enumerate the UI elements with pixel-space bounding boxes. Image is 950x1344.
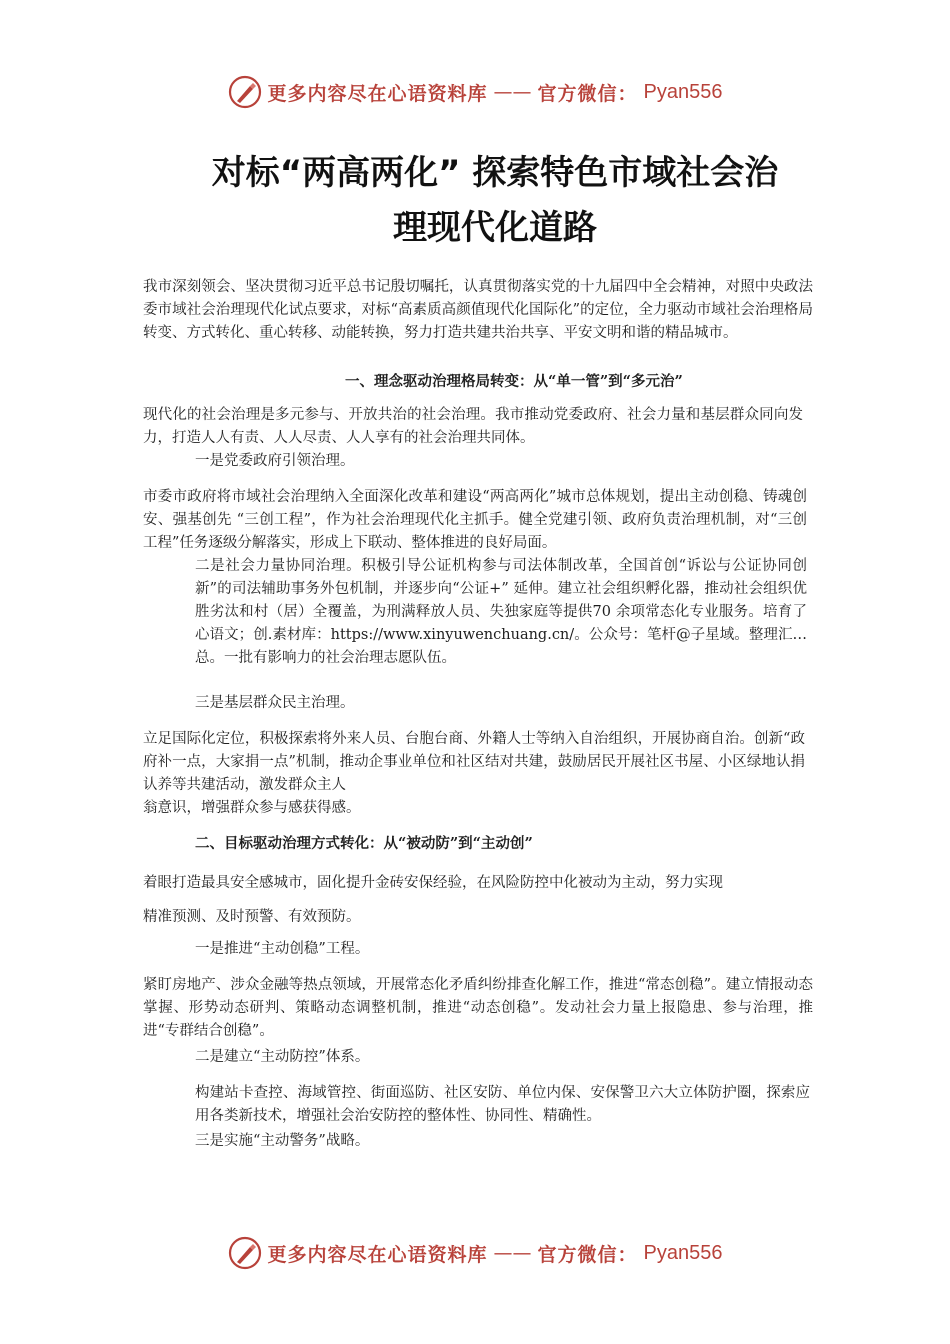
section-1-intro: 现代化的社会治理是多元参与、开放共治的社会治理。我市推动党委政府、社会力量和基层群众同向发力，打造人人有责、人人尽责、人人享有的社会治理共同体。 (143, 407, 803, 446)
banner-wechat-id: Pyan556 (643, 80, 723, 103)
banner-label: 官方微信： (537, 82, 638, 105)
banner-slogan: 更多内容尽在心语资料库 (267, 82, 488, 105)
section-1-item-1-title: 一是党委政府引领治理。 (195, 453, 355, 469)
section-1-item-1-body: 市委市政府将市域社会治理纳入全面深化改革和建设“两高两化”城市总体规划，提出主动创稳、铸魂创安、强基创先 “三创工程”，作为社会治理现代化主抓手。健全党建引领、政府负责治理机制，对“三创工程”任务逐级分解落实，形成上下联动、整体推进的良好局面。 (143, 489, 807, 551)
section-2-item-3-title: 三是实施“主动警务”战略。 (195, 1133, 370, 1149)
section-2-item-1-body: 紧盯房地产、涉众金融等热点领域，开展常态化矛盾纠纷排查化解工作，推进“常态创稳”。建立情报动态掌握、形势动态研判、策略动态调整机制，推进“动态创稳”。发动社会力量上报隐患、参与治理，推进“专群结合创稳”。 (143, 977, 813, 1039)
section-1-item-3-tail: 翁意识，增强群众参与感获得感。 (143, 800, 361, 816)
pen-logo-icon (228, 75, 262, 109)
section-1-item-3-title: 三是基层群众民主治理。 (195, 695, 355, 711)
section-2-intro-line-1: 着眼打造最具安全感城市，固化提升金砖安保经验，在风险防控中化被动为主动，努力实现 (143, 875, 723, 891)
section-2-item-2-body: 构建站卡查控、海域管控、街面巡防、社区安防、单位内保、安保警卫六大立体防护圈，探索应用各类新技术，增强社会治安防控的整体性、协同性、精确性。 (195, 1085, 810, 1124)
banner-slogan: 更多内容尽在心语资料库 (267, 1243, 488, 1266)
banner-wechat-id: Pyan556 (643, 1241, 723, 1264)
header-watermark-banner (0, 72, 950, 112)
section-2-intro-line-2: 精准预测、及时预警、有效预防。 (143, 909, 361, 925)
intro-paragraph: 我市深刻领会、坚决贯彻习近平总书记殷切嘱托，认真贯彻落实党的十九届四中全会精神，对照中央政法委市域社会治理现代化试点要求，对标“高素质高颜值现代化国际化”的定位，全力驱动市域社会治理格局转变、方式转化、重心转移、动能转换，努力打造共建共治共享、平安文明和谐的精品城市。 (143, 279, 813, 341)
pen-logo-icon (228, 1236, 262, 1270)
section-2-item-2-title: 二是建立“主动防控”体系。 (195, 1049, 370, 1065)
section-2-heading: 二、目标驱动治理方式转化：从“被动防”到“主动创” (195, 835, 533, 852)
document-title-line-2: 理现代化道路 (393, 208, 597, 248)
banner-separator: —— (493, 81, 532, 103)
section-2-item-1-title: 一是推进“主动创稳”工程。 (195, 941, 370, 957)
document-title-line-1: 对标“两高两化” 探索特色市域社会治 (211, 153, 779, 193)
banner-label: 官方微信： (537, 1243, 638, 1266)
section-1-item-2: 二是社会力量协同治理。积极引导公证机构参与司法体制改革，全国首创“诉讼与公证协同创新”的司法辅助事务外包机制，并逐步向“公证+” 延伸。建立社会组织孵化器，推动社会组织优胜劣汰和村（居）全覆盖，为刑满释放人员、失独家庭等提供70 余项常态化专业服务。培育了心语文；创.素材库：https://www.xinyuwenchuang.cn/。公众号：笔杆@子星域。整理汇…总。一批有影响力的社会治理志愿队伍。 (195, 558, 807, 666)
banner-separator: —— (493, 1242, 532, 1264)
footer-watermark-banner (0, 1233, 950, 1273)
section-1-heading: 一、理念驱动治理格局转变：从“单一管”到“多元治” (345, 373, 683, 390)
section-1-item-3-body: 立足国际化定位，积极探索将外来人员、台胞台商、外籍人士等纳入自治组织，开展协商自治。创新“政府补一点，大家捐一点”机制，推动企事业单位和社区结对共建，鼓励居民开展社区书屋、小区绿地认捐认养等共建活动，激发群众主人 (143, 731, 805, 793)
